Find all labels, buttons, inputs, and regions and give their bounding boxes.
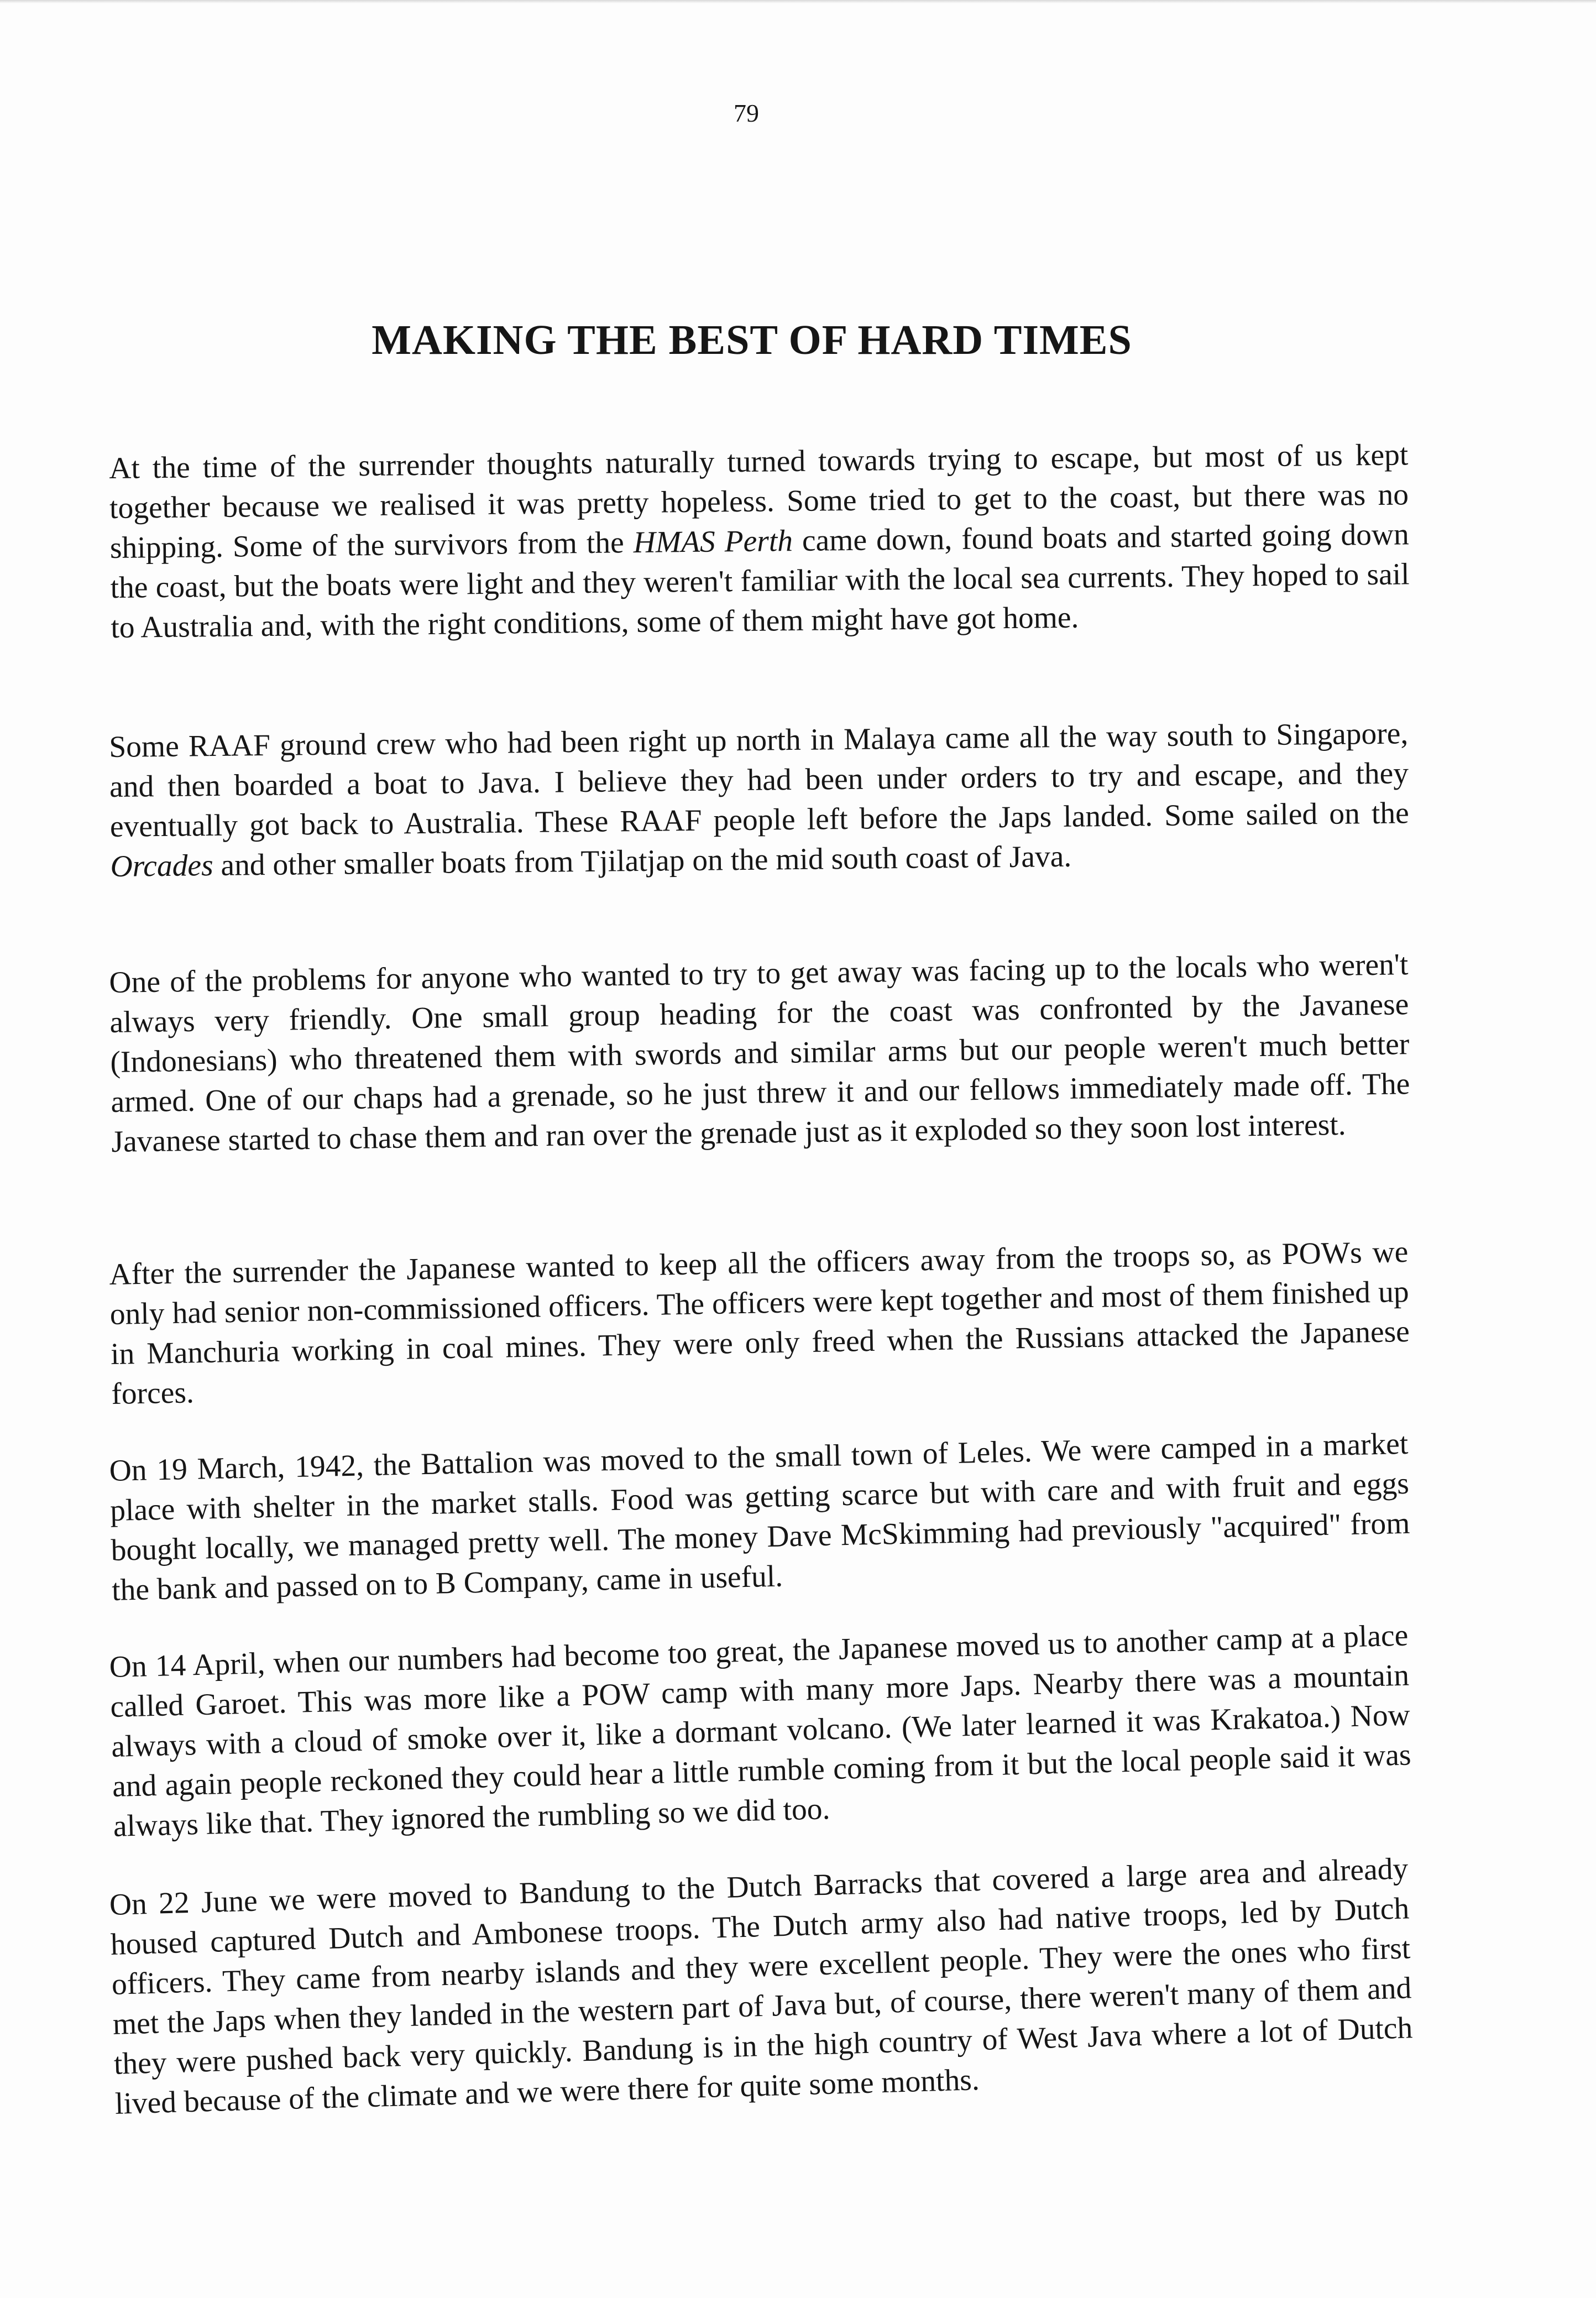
paragraph-6-text: On 14 April, when our numbers had become too great, the Japanese moved us to another camp at a place called Garoet. This was more like a POW camp with many more Japs. Nearby there was a mountain always with a cloud of smoke over it, like a dormant volcano. (We later learned it was Krakatoa.) Now and again people reckoned they could hear a little rumble coming from it but the local people said it was always like that. They ignored the rumbling so we did too. (109, 1618, 1412, 1843)
paragraph-1 (109, 435, 1410, 648)
ship-name-hmas-perth: HMAS Perth (633, 524, 793, 560)
page-number: 79 (734, 99, 759, 127)
paragraph-2-text-a: Some RAAF ground crew who had been right up north in Malaya came all the way south to Singapore, and then boarded a boat to Java. I believe they had been under orders to try and escape, and they eventually got back to Australia. These RAAF people left before the Japs landed. Some sailed on the (109, 717, 1410, 844)
paragraph-7-text: On 22 June we were moved to Bandung to the Dutch Barracks that covered a large area and already housed captured Dutch and Ambonese troops. The Dutch army also had native troops, led by Dutch officers. They came from nearby islands and they were excellent people. They were the ones who first met the Japs when they landed in the western part of Java but, of course, there weren't many of them and they were pushed back very quickly. Bandung is in the high country of West Java where a lot of Dutch lived because of the climate and we were there for quite some months. (109, 1852, 1413, 2121)
paragraph-4-text: After the surrender the Japanese wanted to keep all the officers away from the troops so, as POWs we only had senior non-commissioned officers. The officers were kept together and most of them finished up in Manchuria working in coal mines. They were only freed when the Russians attacked the Japanese forces. (109, 1235, 1410, 1411)
scan-edge (0, 0, 1596, 3)
paragraph-5-text: On 19 March, 1942, the Battalion was moved to the small town of Leles. We were camped in a market place with shelter in the market stalls. Food was getting scarce but with care and with fruit and eggs bought locally, we managed pretty well. The money Dave McSkimming had previously "acquired" from the bank and passed on to B Company, came in useful. (109, 1427, 1410, 1607)
paragraph-1-text-a: At the time of the surrender thoughts naturally turned towards trying to escape, but most of us kept together because we realised it was pretty hopeless. Some tried to get to the coast, but there was no shipping. Some of the survivors from the (109, 438, 1409, 565)
paragraph-2-text-b: and other smaller boats from Tjilatjap on the mid south coast of Java. (213, 839, 1072, 883)
paragraph-3 (109, 945, 1411, 1162)
chapter-title: MAKING THE BEST OF HARD TIMES (371, 317, 1132, 363)
paragraph-2 (109, 714, 1410, 887)
paragraph-7 (109, 1849, 1414, 2124)
paragraph-3-text: One of the problems for anyone who wanted to try to get away was facing up to the locals who weren't always very friendly. One small group heading for the coast was confronted by the Javanese (Indonesians) who threatened them with swords and similar arms but our people weren't much better armed. One of our chaps had a grenade, so he just threw it and our fellows immediately made off. The Javanese started to chase them and ran over the grenade just as it exploded so they soon lost interest. (109, 948, 1410, 1159)
paragraph-1-text-b: came down, found boats and started going down the coast, but the boats were light and they weren't familiar with the local sea currents. They hoped to sail to Australia and, with the right conditions, some of them might have got home. (110, 518, 1410, 645)
paragraph-4 (109, 1232, 1411, 1414)
paragraph-5 (109, 1424, 1411, 1611)
paragraph-6 (109, 1616, 1412, 1847)
ship-name-orcades: Orcades (110, 849, 213, 884)
